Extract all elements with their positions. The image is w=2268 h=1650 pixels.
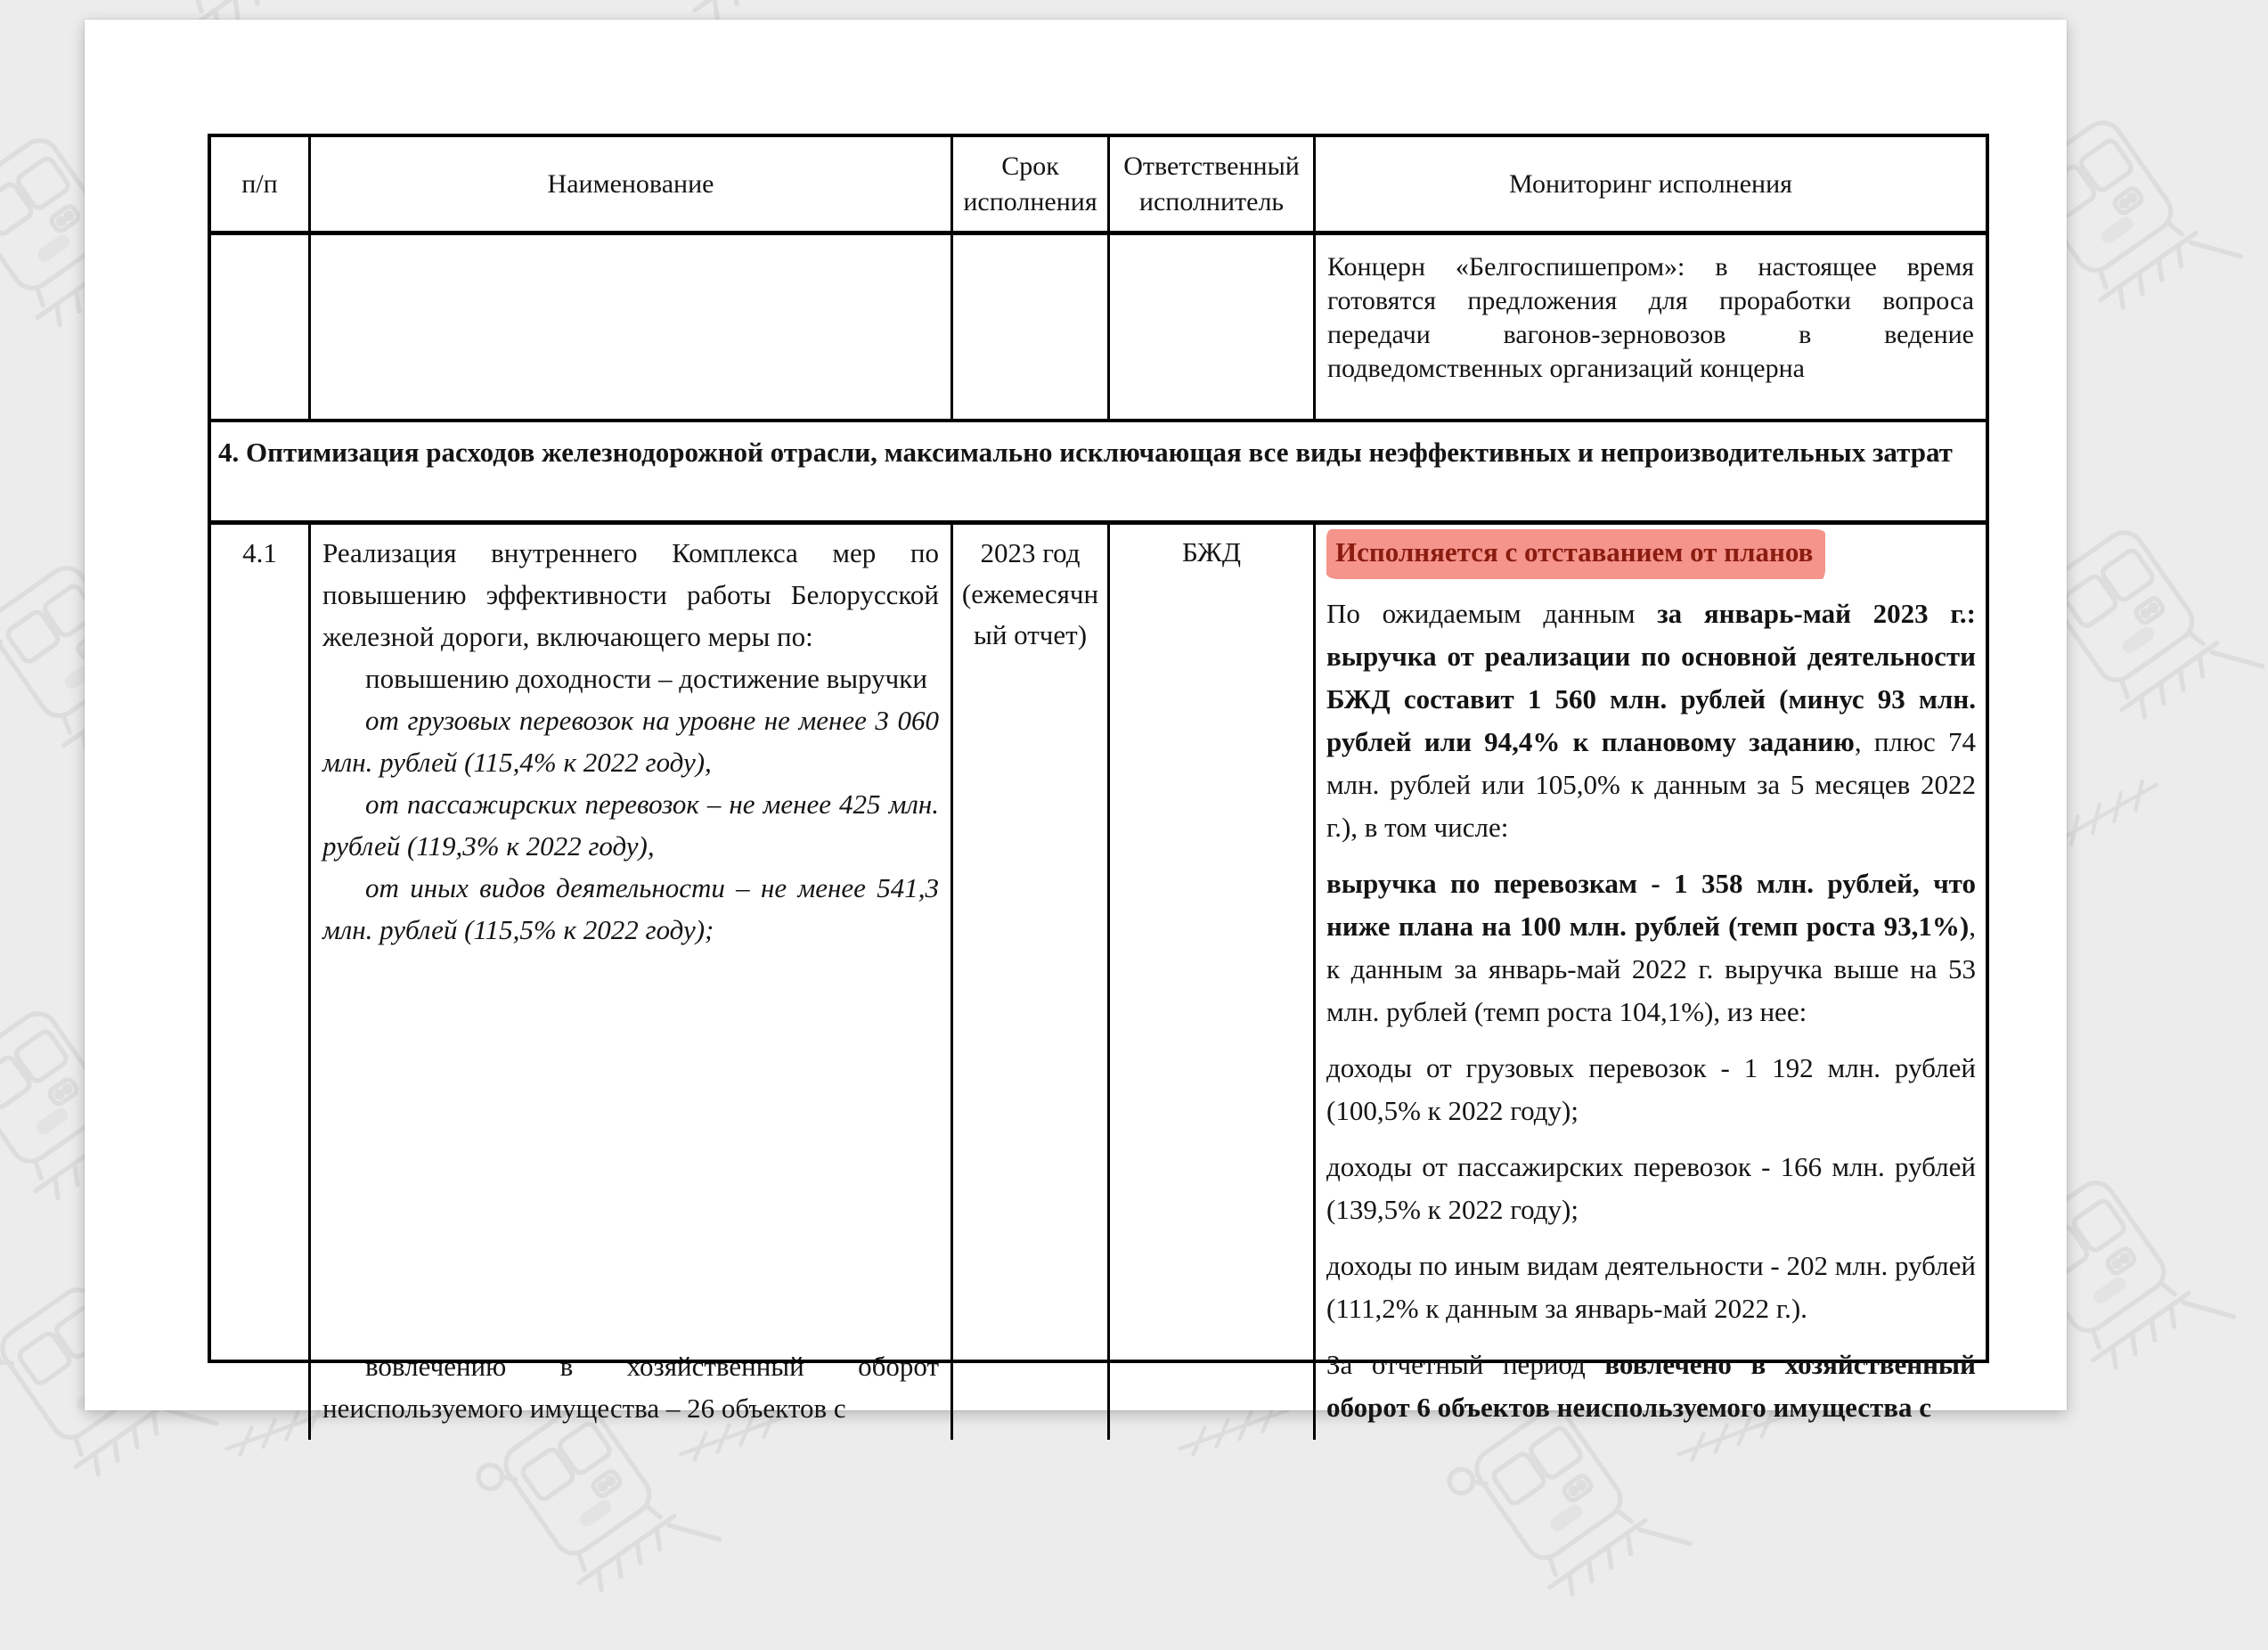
header-label: п/п xyxy=(241,168,278,199)
term-line: ый отчет) xyxy=(973,619,1088,650)
header-cell-num xyxy=(211,137,311,231)
status-badge: Исполняется с отставанием от планов xyxy=(1326,529,1825,579)
empty-cell xyxy=(953,235,1110,419)
empty-cell xyxy=(1110,235,1316,419)
monitoring-note: Концерн «Белгоспишепром»: в настоящее время готовятся предложения для проработки вопроса передачи вагонов-зерновозов в ведение подведомственных организаций концерна xyxy=(1327,252,1974,383)
table-row-concern xyxy=(211,235,1986,422)
monitoring-paragraph-transport: выручка по перевозкам - 1 358 млн. рублей, что ниже плана на 100 млн. рублей (темп роста 93,1%), к данным за январь-май 2022 г. выручка выше на 53 млн. рублей (темп роста 104,1%), из нее: xyxy=(1326,868,1976,1027)
header-cell-name xyxy=(311,137,953,231)
measure-main-text: Реализация внутреннего Комплекса мер по повышению эффективности работы Белорусской железной дороги, включающего меры по: xyxy=(322,537,939,652)
measure-name-cell xyxy=(311,525,953,1440)
section-4-row xyxy=(211,422,1986,525)
responsible-cell: БЖД xyxy=(1110,525,1316,1440)
header-cell-monitoring xyxy=(1316,137,1986,231)
empty-cell xyxy=(311,235,953,419)
header-label: Мониторинг исполнения xyxy=(1509,168,1792,199)
document-page xyxy=(85,20,2067,1424)
header-cell-term xyxy=(953,137,1110,231)
measure-name-top xyxy=(322,532,939,951)
table-row-4-1 xyxy=(211,525,1986,1424)
measure-name-bottom xyxy=(322,1345,939,1429)
term-cell xyxy=(953,525,1110,1440)
header-label: Наименование xyxy=(547,168,714,199)
status-line xyxy=(1326,529,1976,579)
measure-target-other: от иных видов деятельности – не менее 541,3 млн. рублей (115,5% к 2022 году); xyxy=(322,872,939,945)
monitoring-paragraph-other: доходы по иным видам деятельности - 202 млн. рублей (111,2% к данным за январь-май 2022 г.). xyxy=(1326,1250,1976,1324)
header-label: Срок исполнения xyxy=(963,151,1097,216)
term-line: 2023 год xyxy=(980,537,1081,568)
header-label: Ответственный исполнитель xyxy=(1123,151,1300,216)
monitoring-paragraph-property: За отчетный период вовлечено в хозяйственный оборот 6 объектов неиспользуемого имущества с xyxy=(1326,1349,1976,1423)
table-header-row xyxy=(211,137,1986,235)
row-number: 4.1 xyxy=(211,525,311,1440)
measure-sub-text: повышению доходности – достижение выручки xyxy=(365,663,927,694)
monitoring-cell xyxy=(1316,525,1986,1440)
measure-target-freight: от грузовых перевозок на уровне не менее 3 060 млн. рублей (115,4% к 2022 году), xyxy=(322,705,939,778)
measure-bottom-text: вовлечению в хозяйственный оборот неиспользуемого имущества – 26 объектов с xyxy=(322,1351,939,1424)
term-line: (ежемесячн xyxy=(961,578,1099,609)
monitoring-bottom xyxy=(1326,1344,1976,1429)
monitoring-table xyxy=(208,134,1989,1424)
measure-target-passenger: от пассажирских перевозок – не менее 425 млн. рублей (119,3% к 2022 году), xyxy=(322,788,939,862)
monitoring-paragraph-freight: доходы от грузовых перевозок - 1 192 млн. рублей (100,5% к 2022 году); xyxy=(1326,1052,1976,1126)
monitoring-paragraph-passenger: доходы от пассажирских перевозок - 166 млн. рублей (139,5% к 2022 году); xyxy=(1326,1151,1976,1225)
section-4-title: 4. Оптимизация расходов железнодорожной отрасли, максимально исключающая все виды неэффективных и непроизводительных затрат xyxy=(218,437,1953,468)
monitoring-paragraph-revenue: По ожидаемым данным за январь-май 2023 г.: выручка от реализации по основной деятельности БЖД составит 1 560 млн. рублей (минус 93 млн. рублей или 94,4% к плановому заданию, плюс 74 млн. рублей или 105,0% к данным за 5 месяцев 2022 г.), в том числе: xyxy=(1326,598,1976,843)
header-cell-responsible xyxy=(1110,137,1316,231)
empty-cell xyxy=(211,235,311,419)
monitoring-top xyxy=(1326,529,1976,1344)
